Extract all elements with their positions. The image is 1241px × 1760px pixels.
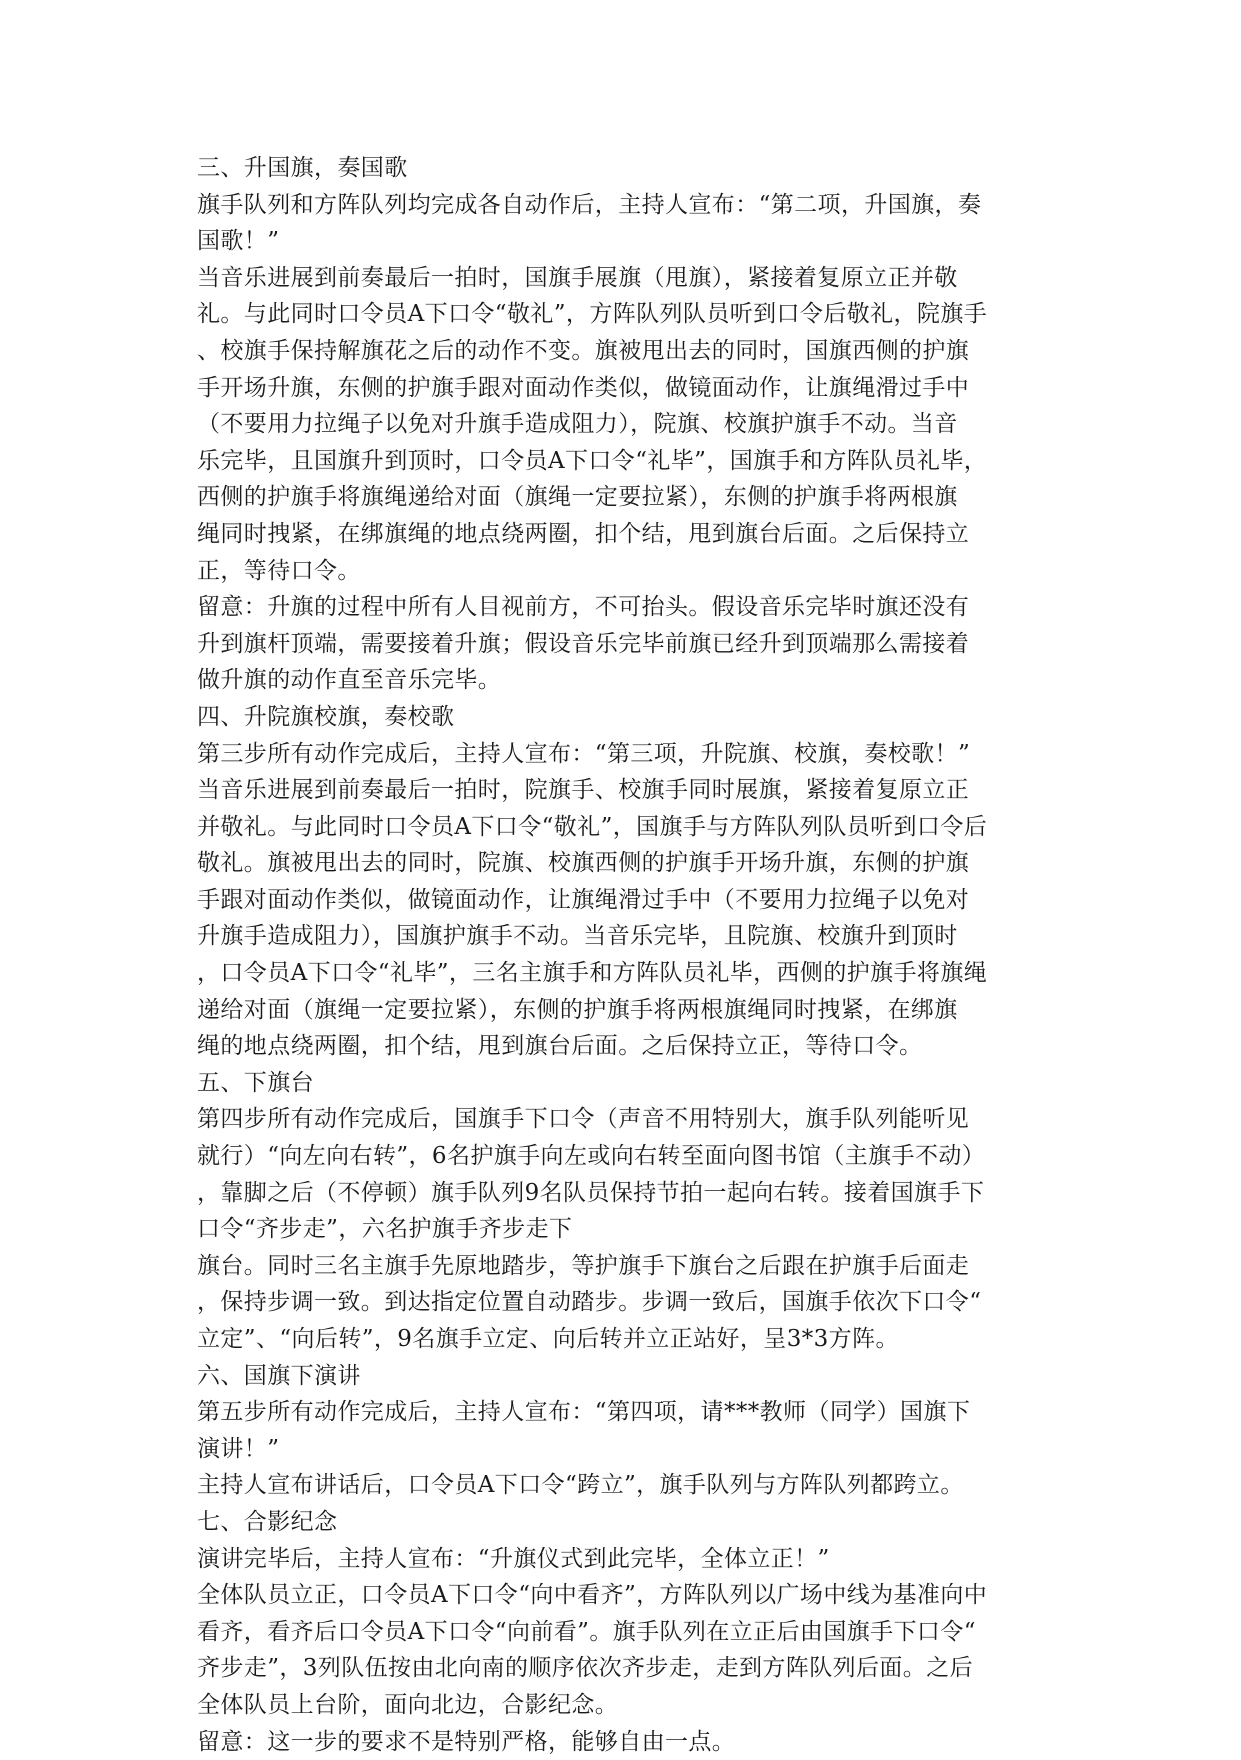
text-line: 礼。与此同时口令员A下口令“敬礼”，方阵队列队员听到口令后敬礼，院旗手 [197,301,988,328]
text-line: 当音乐进展到前奏最后一拍时，院旗手、校旗手同时展旗，紧接着复原立正 [197,777,970,804]
text-line: 手跟对面动作类似，做镜面动作，让旗绳滑过手中（不要用力拉绳子以免对 [197,886,970,913]
text-line: 留意：这一步的要求不是特别严格，能够自由一点。 [197,1728,736,1755]
text-line: 绳同时拽紧，在绑旗绳的地点绕两圈，扣个结，甩到旗台后面。之后保持立 [197,520,970,547]
text-line: 正，等待口令。 [197,557,361,584]
text-line: 当音乐进展到前奏最后一拍时，国旗手展旗（甩旗），紧接着复原立正并敬 [197,264,958,291]
text-line: 敬礼。旗被甩出去的同时，院旗、校旗西侧的护旗手开场升旗，东侧的护旗 [197,850,970,877]
text-line: 、校旗手保持解旗花之后的动作不变。旗被甩出去的同时，国旗西侧的护旗 [197,337,970,364]
paragraph [197,1724,1057,1760]
paragraph [197,772,1057,1065]
text-line: 做升旗的动作直至音乐完毕。 [197,667,502,694]
text-line: ，口令员A下口令“礼毕”，三名主旗手和方阵队员礼毕，西侧的护旗手将旗绳 [197,960,988,987]
text-line: （不要用力拉绳子以免对升旗手造成阻力），院旗、校旗护旗手不动。当音 [197,411,958,438]
text-line: 第三步所有动作完成后，主持人宣布：“第三项，升院旗、校旗，奏校歌！” [197,740,971,767]
paragraph [197,589,1057,699]
section-heading: 四、升院旗校旗，奏校歌 [197,703,455,730]
text-line: 第五步所有动作完成后，主持人宣布：“第四项，请***教师（同学）国旗下 [197,1399,971,1426]
text-line: 升旗手造成阻力），国旗护旗手不动。当音乐完毕，且院旗、校旗升到顶时 [197,923,958,950]
text-line: 留意：升旗的过程中所有人目视前方，不可抬头。假设音乐完毕时旗还没有 [197,594,970,621]
paragraph [197,260,1057,589]
paragraph [197,187,1057,260]
paragraph [197,1394,1057,1467]
section-heading: 三、升国旗，奏国歌 [197,155,408,181]
text-line: 演讲！” [197,1435,280,1462]
paragraph [197,1248,1057,1358]
section-heading: 五、下旗台 [197,1069,314,1096]
text-line: 第四步所有动作完成后，国旗手下口令（声音不用特别大，旗手队列能听见 [197,1106,970,1133]
paragraph [197,736,1057,773]
text-line: 旗台。同时三名主旗手先原地踏步，等护旗手下旗台之后跟在护旗手后面走 [197,1252,970,1279]
text-line: 演讲完毕后，主持人宣布：“升旗仪式到此完毕，全体立正！” [197,1545,830,1572]
paragraph [197,1577,1057,1723]
text-line: 口令“齐步走”，六名护旗手齐步走下 [197,1216,573,1243]
text-line: 旗手队列和方阵队列均完成各自动作后，主持人宣布：“第二项，升国旗，奏 [197,191,982,218]
text-line: 全体队员上台阶，面向北边，合影纪念。 [197,1691,619,1718]
text-line: 乐完毕，且国旗升到顶时，口令员A下口令“礼毕”，国旗手和方阵队员礼毕， [197,447,988,474]
section-heading: 六、国旗下演讲 [197,1362,361,1389]
text-line: 升到旗杆顶端，需要接着升旗；假设音乐完毕前旗已经升到顶端那么需接着 [197,630,970,657]
paragraph [197,1541,1057,1578]
text-line: ，保持步调一致。到达指定位置自动踏步。步调一致后，国旗手依次下口令“ [197,1289,982,1316]
paragraph [197,1101,1057,1247]
paragraph [197,1467,1057,1504]
text-line: 就行）“向左向右转”，6名护旗手向左或向右转至面向图书馆（主旗手不动） [197,1143,986,1170]
text-line: 国歌！” [197,228,280,255]
section-heading: 七、合影纪念 [197,1508,338,1535]
text-line: 立定”、“向后转”，9名旗手立定、向后转并立正站好，呈3*3方阵。 [197,1326,899,1352]
text-line: 西侧的护旗手将旗绳递给对面（旗绳一定要拉紧），东侧的护旗手将两根旗 [197,484,958,511]
text-line: ，靠脚之后（不停顿）旗手队列9名队员保持节拍一起向右转。接着国旗手下 [197,1179,985,1206]
text-line: 主持人宣布讲话后，口令员A下口令“跨立”，旗手队列与方阵队列都跨立。 [197,1472,964,1499]
text-line: 绳的地点绕两圈，扣个结，甩到旗台后面。之后保持立正，等待口令。 [197,1033,923,1060]
text-line: 全体队员立正，口令员A下口令“向中看齐”，方阵队列以广场中线为基准向中 [197,1582,988,1609]
document-body [197,150,1057,1760]
text-line: 看齐，看齐后口令员A下口令“向前看”。旗手队列在立正后由国旗手下口令“ [197,1618,976,1645]
text-line: 手开场升旗，东侧的护旗手跟对面动作类似，做镜面动作，让旗绳滑过手中 [197,374,970,401]
text-line: 递给对面（旗绳一定要拉紧），东侧的护旗手将两根旗绳同时拽紧，在绑旗 [197,996,958,1023]
text-line: 并敬礼。与此同时口令员A下口令“敬礼”，国旗手与方阵队列队员听到口令后 [197,813,988,840]
text-line: 齐步走”，3列队伍按由北向南的顺序依次齐步走，走到方阵队列后面。之后 [197,1655,973,1682]
